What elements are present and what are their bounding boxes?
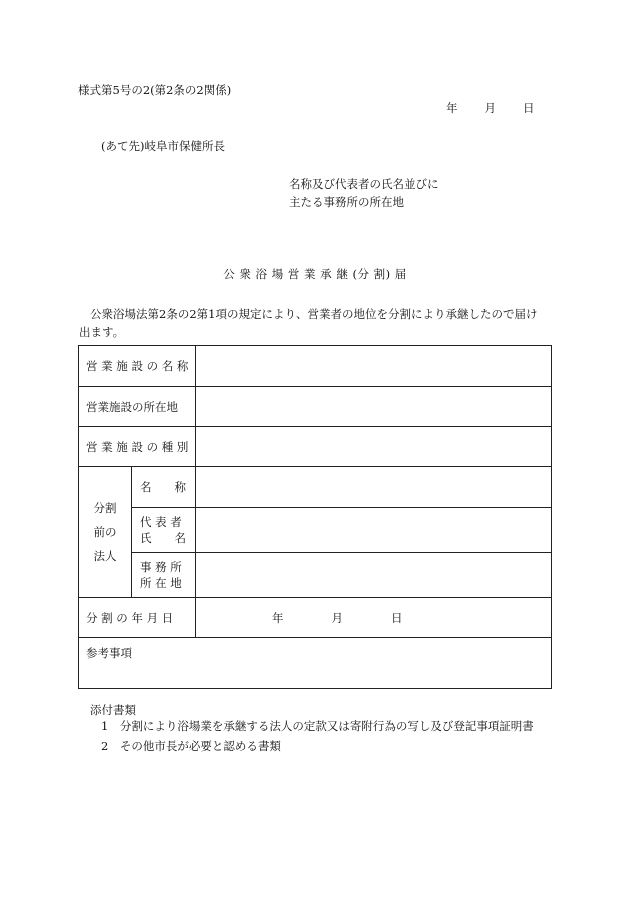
table-row [79,508,552,553]
office-address-label [132,553,196,598]
split-year: 年 [272,610,284,625]
representative-field[interactable] [196,508,552,553]
split-date-label: 分 割 の 年 月 日 [79,598,196,638]
body-text [79,305,555,341]
split-date-field[interactable] [196,598,552,638]
table-row [79,387,552,427]
facility-type-label: 営 業 施 設 の 種 別 [79,427,196,467]
split-day: 日 [391,610,403,625]
rep-l2: 氏 名 [140,531,186,545]
split-month: 月 [331,610,343,625]
pre-split-l3: 法人 [93,549,117,563]
form-table [78,345,552,689]
remarks-label: 参考事項 [86,646,132,660]
applicant-line-1: 名称及び代表者の氏名並びに [289,177,439,191]
remarks-field[interactable] [79,638,552,689]
office-l1: 事 務 所 [140,560,182,574]
table-row [79,638,552,689]
addressee: (あて先)岐阜市保健所長 [101,139,225,153]
document-title: 公 衆 浴 場 営 業 承 継 (分 割) 届 [223,267,407,281]
facility-name-field[interactable] [196,346,552,387]
facility-address-field[interactable] [196,387,552,427]
pre-split-l1: 分割 [93,501,117,515]
day-label: 日 [523,101,535,115]
attachments-heading: 添付書類 [90,703,136,717]
pre-split-l2: 前の [93,525,117,539]
month-label: 月 [484,101,496,115]
table-row [79,467,552,508]
pre-split-corp-label [79,467,132,598]
facility-type-field[interactable] [196,427,552,467]
form-number: 様式第5号の2(第2条の2関係) [78,83,232,97]
office-l2: 所 在 地 [140,576,182,590]
office-address-field[interactable] [196,553,552,598]
representative-label [132,508,196,553]
table-row [79,346,552,387]
body-line-1: 公衆浴場法第2条の2第1項の規定により、営業者の地位を分割により承継したので届け [90,307,538,321]
attachment-item-2: 2 その他市長が必要と認める書類 [101,739,281,753]
table-row [79,598,552,638]
facility-name-label: 営 業 施 設 の 名 称 [79,346,196,387]
table-row [79,427,552,467]
facility-address-label: 営業施設の所在地 [79,387,196,427]
date-line [446,100,535,116]
rep-l1: 代 表 者 [140,515,182,529]
attachment-item-1: 1 分割により浴場業を承継する法人の定款又は寄附行為の写し及び登記事項証明書 [101,719,534,733]
year-label: 年 [446,101,458,115]
corp-name-field[interactable] [196,467,552,508]
table-row [79,553,552,598]
corp-name-label: 名 称 [132,467,196,508]
body-line-2: 出ます。 [79,325,125,339]
applicant-line-2: 主たる事務所の所在地 [289,195,404,209]
